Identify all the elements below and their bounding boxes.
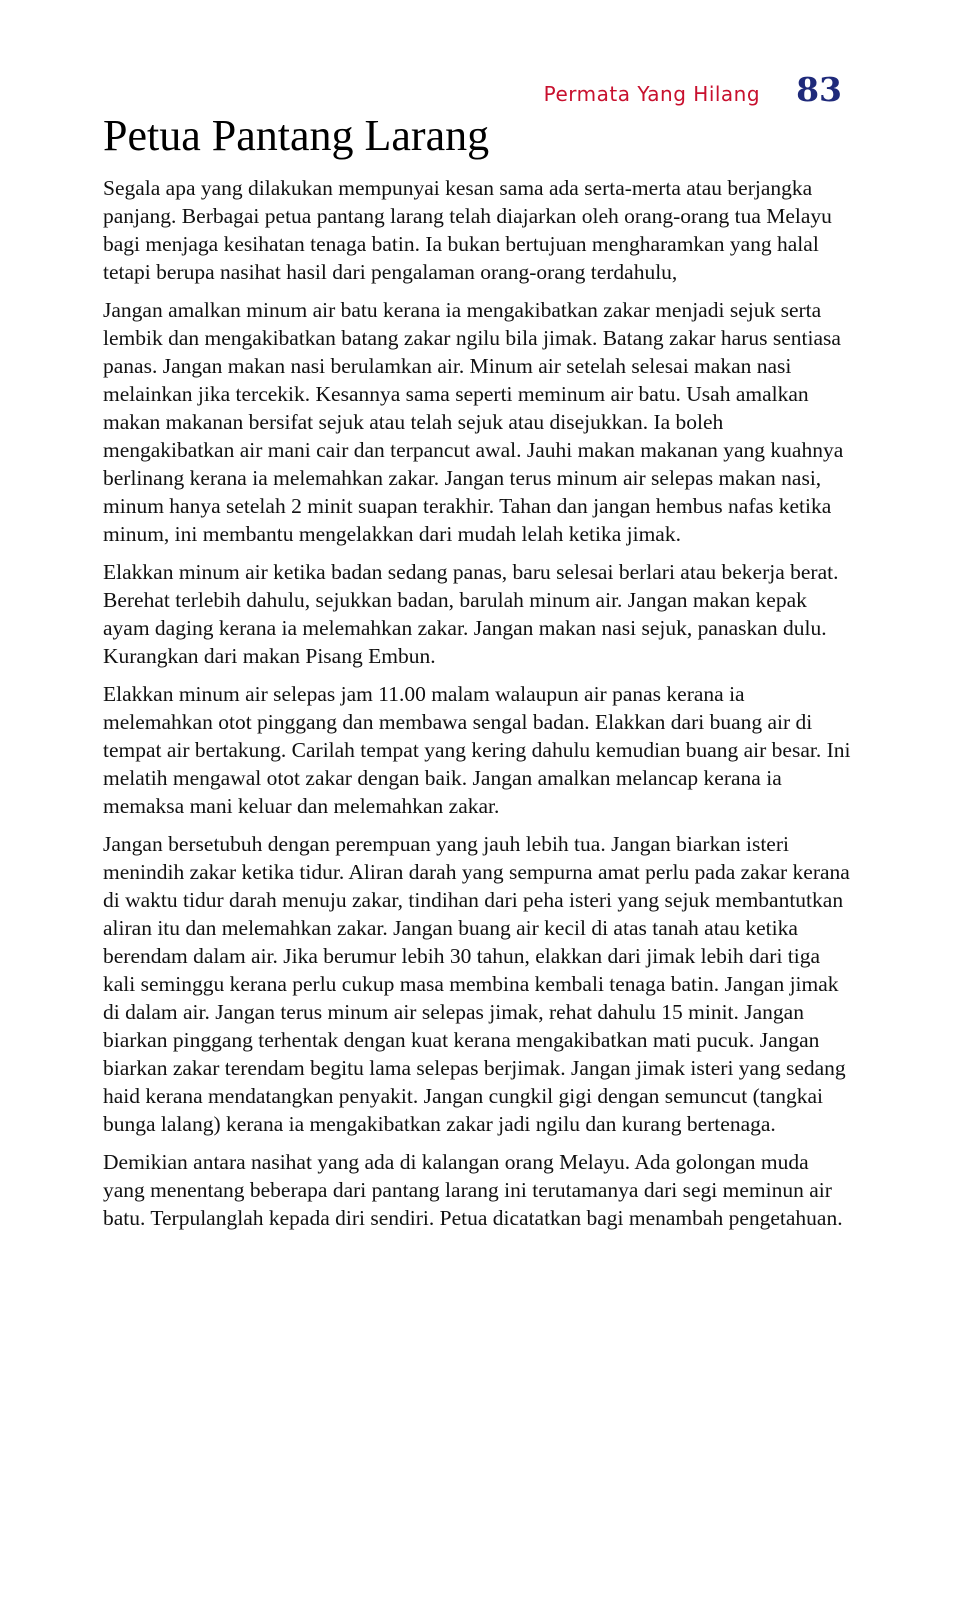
paragraph-intro: Segala apa yang dilakukan mempunyai kesan sama ada serta-merta atau berjangka panjang. Berbagai petua pantang larang telah diajarkan oleh orang-orang tua Melayu bagi menjaga kesihatan tenaga batin. Ia bukan bertujuan mengharamkan yang halal tetapi berupa nasihat hasil dari pengalaman orang-orang terdahulu, bbox=[103, 176, 832, 284]
chapter-title: Petua Pantang Larang bbox=[103, 111, 490, 160]
paragraph-kesimpulan: Demikian antara nasihat yang ada di kalangan orang Melayu. Ada golongan muda yang menentang beberapa dari pantang larang ini terutamanya dari segi meminun air batu. Terpulanglah kepada diri sendiri. Petua dicatatkan bagi menambah pengetahuan. bbox=[103, 1150, 843, 1230]
page-number: 83 bbox=[796, 70, 842, 109]
running-header bbox=[544, 70, 842, 109]
paragraph-bersetubuh: Jangan bersetubuh dengan perempuan yang jauh lebih tua. Jangan biarkan isteri menindih zakar ketika tidur. Aliran darah yang sempurna amat perlu pada zakar kerana di waktu tidur darah menuju zakar, tindihan dari peha isteri yang sejuk membantutkan aliran itu dan melemahkan zakar. Jangan buang air kecil di atas tanah atau ketika berendam dalam air. Jika berumur lebih 30 tahun, elakkan dari jimak lebih dari tiga kali seminggu kerana perlu cukup masa membina kembali tenaga batin. Jangan jimak di dalam air. Jangan terus minum air selepas jimak, rehat dahulu 15 minit. Jangan biarkan pinggang terhentak dengan kuat kerana mengakibatkan mati pucuk. Jangan biarkan zakar terendam begitu lama selepas berjimak. Jangan jimak isteri yang sedang haid kerana mendatangkan penyakit. Jangan cungkil gigi dengan semuncut (tangkai bunga lalang) kerana ia mengakibatkan zakar jadi ngilu dan kurang bertenaga. bbox=[103, 832, 850, 1136]
page-content bbox=[103, 108, 853, 1242]
paragraph-badan-panas: Elakkan minum air ketika badan sedang panas, baru selesai berlari atau bekerja berat. Berehat terlebih dahulu, sejukkan badan, barulah minum air. Jangan makan kepak ayam daging kerana ia melemahkan zakar. Jangan makan nasi sejuk, panaskan dulu. Kurangkan dari makan Pisang Embun. bbox=[103, 560, 839, 668]
book-title: Permata Yang Hilang bbox=[543, 82, 761, 106]
paragraph-air-batu: Jangan amalkan minum air batu kerana ia mengakibatkan zakar menjadi sejuk serta lembik dan mengakibatkan batang zakar ngilu bila jimak. Batang zakar harus sentiasa panas. Jangan makan nasi berulamkan air. Minum air setelah selesai makan nasi melainkan jika tercekik. Kesannya sama seperti meminum air batu. Usah amalkan makan makanan bersifat sejuk atau telah sejuk atau disejukkan. Ia boleh mengakibatkan air mani cair dan terpancut awal. Jauhi makan makanan yang kuahnya berlinang kerana ia melemahkan zakar. Jangan terus minum air selepas makan nasi, minum hanya setelah 2 minit suapan terakhir. Tahan dan jangan hembus nafas ketika minum, ini membantu mengelakkan dari mudah lelah ketika jimak. bbox=[103, 298, 844, 546]
paragraph-malam: Elakkan minum air selepas jam 11.00 malam walaupun air panas kerana ia melemahkan otot pinggang dan membawa sengal badan. Elakkan dari buang air di tempat air bertakung. Carilah tempat yang kering dahulu kemudian buang air besar. Ini melatih mengawal otot zakar dengan baik. Jangan amalkan melancap kerana ia memaksa mani keluar dan melemahkan zakar. bbox=[103, 682, 851, 818]
